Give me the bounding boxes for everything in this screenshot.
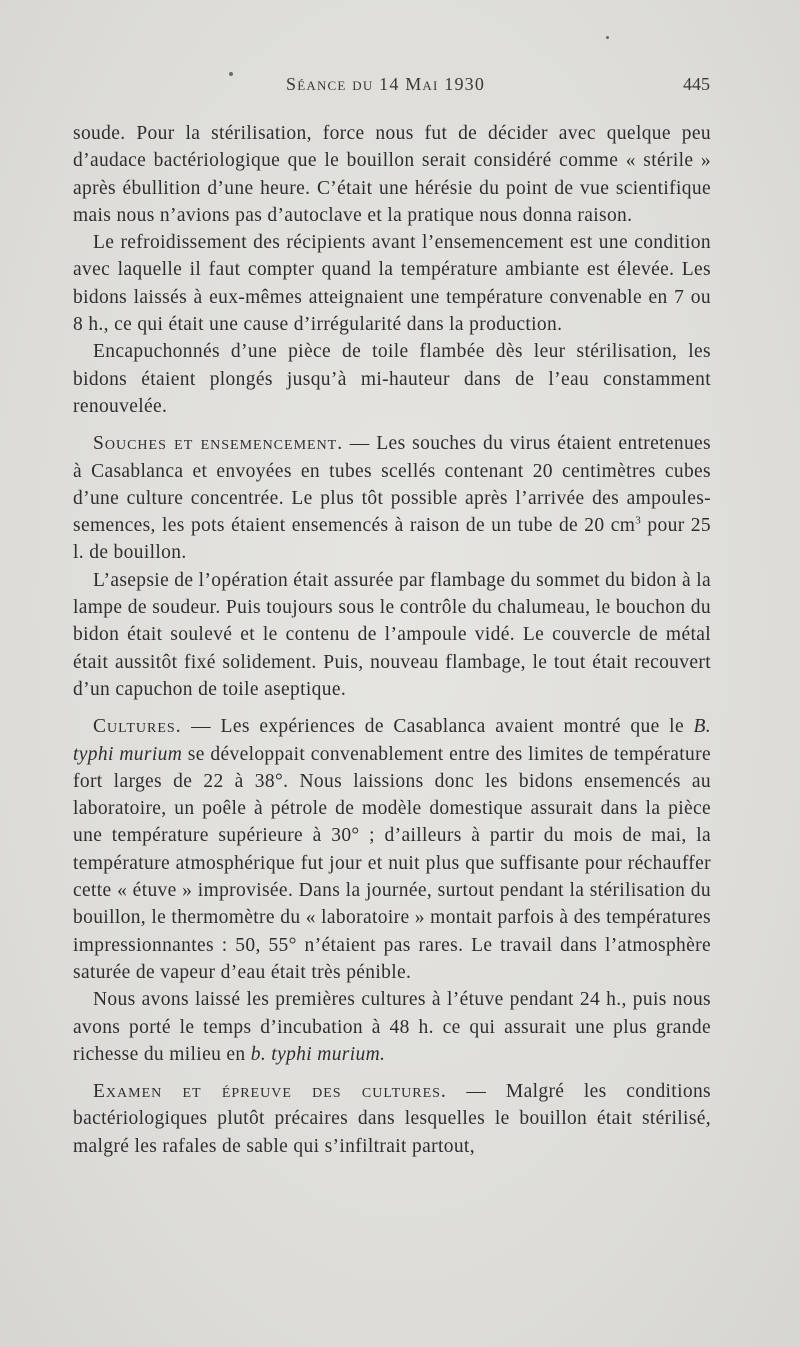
body-text (73, 120, 711, 1160)
section-heading: Cultures. (93, 716, 182, 738)
paragraph-cultures (73, 713, 711, 986)
paragraph-text: pour 25 l. de bouillon. (73, 515, 712, 564)
superscript: 3 (635, 514, 642, 527)
italic-species: B. typhi murium (73, 716, 711, 765)
paragraph-text: soude. Pour la stérilisation, force nous fut de décider avec quelque peu d’audace bactériologique que le bouillon serait considéré comme « stérile » après ébullition d’une heure. C’était une hérésie du point de vue scientifique mais nous n’avions pas d’autoclave et la pratique nous donna raison. (73, 123, 711, 226)
paragraph-text: — Les souches du virus étaient entretenues à Casablanca et envoyées en tubes scellés contenant 20 centimètres cubes d’une culture concentrée. Le plus tôt possible après l’arrivée des ampoules-semences, les pots étaient ensemencés à raison de un tube de 20 cm (73, 433, 711, 537)
page-header (0, 74, 800, 104)
running-head: Séance du 14 Mai 1930 (286, 74, 486, 94)
paragraph-text: — Les expériences de Casablanca avaient montré que le (181, 716, 694, 738)
paragraph-text: — Malgré les conditions bactériologiques plutôt précaires dans lesquelles le bouillon était stérilisé, malgré les rafales de sable qui s’infiltrait partout, (73, 1081, 711, 1157)
paragraph-text: Encapuchonnés d’une pièce de toile flambée dès leur stérilisation, les bidons étaient plongés jusqu’à mi-hauteur dans de l’eau constamment renouvelée. (73, 341, 711, 417)
italic-species: b. typhi murium. (250, 1043, 386, 1065)
paragraph-asepsie (73, 567, 711, 703)
paragraph-incubation (73, 986, 711, 1068)
paragraph-sterilisation (73, 120, 711, 229)
paragraph-text: L’asepsie de l’opération était assurée par flambage du sommet du bidon à la lampe de soudeur. Puis toujours sous le contrôle du chalumeau, le bouchon du bidon était soulevé et le contenu de l’ampoule vidé. Le couvercle de métal était aussitôt fixé solidement. Puis, nouveau flambage, le tout était recouvert d’un capuchon de toile aseptique. (73, 569, 711, 700)
paragraph-text: se développait convenablement entre des limites de température fort larges de 22 à 38°. Nous laissions donc les bidons ensemencés au laboratoire, un poêle à pétrole de modèle domestique assurait dans la pièce une température supérieure à 30° ; d’ailleurs à partir du mois de mai, la température atmosphérique fut jour et nuit plus que suffisante pour réchauffer cette « étuve » improvisée. Dans la journée, surtout pendant la stérilisation du bouillon, le thermomètre du « laboratoire » montait parfois à des températures impressionnantes : 50, 55° n’étaient pas rares. Le travail dans l’atmosphère saturée de vapeur d’eau était très pénible. (73, 743, 711, 983)
section-heading: Examen et épreuve des cultures. (93, 1081, 447, 1103)
paragraph-text: Nous avons laissé les premières cultures à l’étuve pendant 24 h., puis nous avons porté le temps d’incubation à 48 h. ce qui assurait une plus grande richesse du milieu en (73, 989, 711, 1065)
print-speck (606, 36, 609, 39)
paragraph-encapuchonnes (73, 338, 711, 420)
paragraph-examen (73, 1078, 711, 1160)
paragraph-souches (73, 430, 711, 566)
page-number: 445 (683, 74, 710, 94)
paragraph-refroidissement (73, 229, 711, 338)
paragraph-text: Le refroidissement des récipients avant l’ensemencement est une condition avec laquelle il faut compter quand la température ambiante est élevée. Les bidons laissés à eux-mêmes atteignaient une température convenable en 7 ou 8 h., ce qui était une cause d’irrégularité dans la production. (73, 232, 711, 336)
section-heading: Souches et ensemencement. (93, 433, 344, 455)
